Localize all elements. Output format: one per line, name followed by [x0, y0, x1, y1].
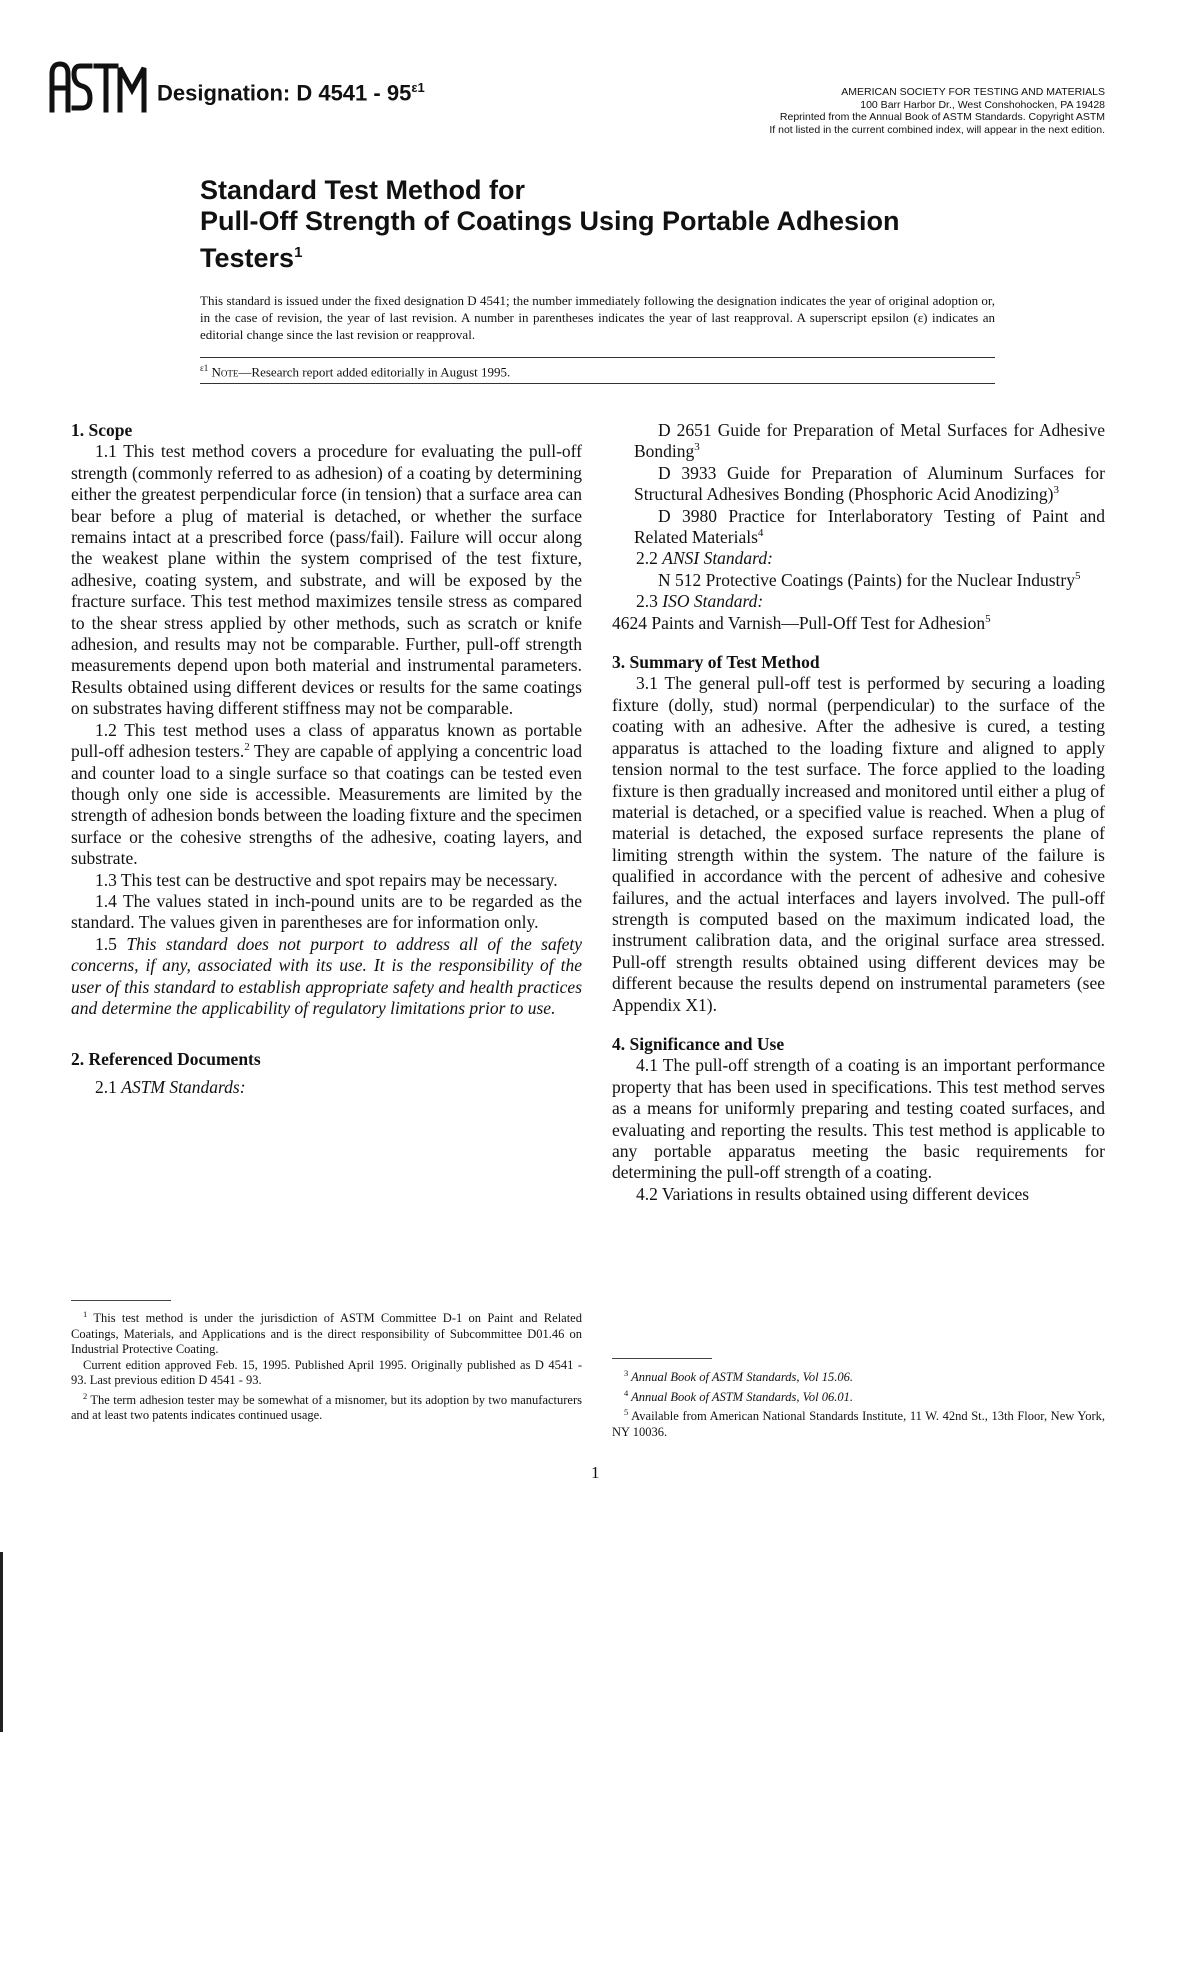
footnote-marker: 1: [83, 1309, 88, 1319]
footnote-text: The term adhesion tester may be somewhat of a misnomer, but its adoption by two manufacturers and at least two patents indicates continued usage.: [71, 1392, 582, 1423]
subheading-astm-standards: ASTM Standards:: [121, 1076, 246, 1097]
footnote-ref: 2: [244, 741, 250, 754]
paragraph-4-1: 4.1 The pull-off strength of a coating is an important performance property that has been used in specifications. This test method serves as a means for uniformly preparing and testing coated surfaces, and evaluating and reporting the results. This test method is applicable to any portable apparatus meeting the basic requirements for determining the pull-off strength of a coating.: [612, 1055, 1105, 1183]
footnotes-left: [71, 1307, 582, 1424]
reference-iso-4624: [612, 613, 1105, 634]
subheading-ansi-standard: ANSI Standard:: [662, 548, 773, 569]
subheading-iso-standard: ISO Standard:: [662, 591, 764, 612]
reference-d3933: [612, 463, 1105, 506]
reference-text: N 512 Protective Coatings (Paints) for the Nuclear Industry: [658, 569, 1075, 590]
publisher-line: AMERICAN SOCIETY FOR TESTING AND MATERIALS: [841, 86, 1105, 98]
paragraph-4-2: 4.2 Variations in results obtained using different devices: [636, 1183, 1030, 1204]
designation-epsilon: ε1: [411, 80, 425, 95]
paragraph-1-3: 1.3 This test can be destructive and spot repairs may be necessary.: [95, 869, 558, 890]
note-text: —Research report added editorially in August 1995.: [238, 364, 511, 380]
paragraph-number: 2.2: [636, 548, 663, 569]
footnote-text: Annual Book of ASTM Standards, Vol 15.06.: [628, 1370, 854, 1385]
publisher-line: 100 Barr Harbor Dr., West Conshohocken, PA 19428: [860, 98, 1105, 111]
paragraph-text: They are capable of applying a concentric load and counter load to a single surface so that coatings can be tested even though only one side is accessible. Measurements are limited by the strength of adhesion bonds between the loading fixture and the specimen surface or the cohesive strengths of the adhesive, coating layers, and substrate.: [71, 741, 582, 869]
paragraph-3-1: 3.1 The general pull-off test is performed by securing a loading fixture (dolly, stud) normal (perpendicular) to the surface of the coating with an adhesive. After the adhesive is cured, a testing apparatus is attached to the loading fixture and aligned to apply tension normal to the test surface. The force applied to the loading fixture is then gradually increased and monitored until either a plug of material is detached, or a specified value is reached. When a plug of material is detached, the exposed surface represents the plane of limiting strength within the system. The nature of the failure is qualified in accordance with the percent of adhesive and cohesive failures, and the actual interfaces and layers involved. The pull-off strength is computed based on the maximum indicated load, the instrument calibration data, and the original surface area stressed. Pull-off strength results obtained using different devices may be different because the results depend on instrumental parameters (see Appendix X1).: [612, 673, 1105, 1015]
title-line: Standard Test Method for: [200, 175, 526, 205]
reference-text: D 2651 Guide for Preparation of Metal Surfaces for Adhesive Bonding: [634, 420, 1105, 462]
paragraph-1-4: 1.4 The values stated in inch-pound units are to be regarded as the standard. The values given in parentheses are for information only.: [71, 890, 582, 933]
footnote-1: [71, 1307, 582, 1358]
designation: [157, 80, 425, 106]
designation-text: Designation: D 4541 - 95: [157, 80, 412, 106]
footnote-text: Annual Book of ASTM Standards, Vol 06.01.: [628, 1389, 854, 1404]
note-epsilon: ε1: [200, 363, 209, 373]
footnote-marker: 3: [624, 1368, 629, 1378]
footnote-ref: 5: [985, 612, 991, 625]
paragraph-1-2: [71, 720, 582, 870]
scan-margin-mark: [0, 1552, 3, 1732]
title-footnote-ref: 1: [294, 244, 303, 261]
footnote-divider: [612, 1358, 712, 1359]
footnote-ref: 5: [1075, 570, 1081, 583]
paragraph-2-1: [71, 1077, 582, 1098]
footnote-5: [612, 1405, 1105, 1440]
reference-text: D 3980 Practice for Interlaboratory Testing of Paint and Related Materials: [634, 505, 1105, 548]
footnote-divider: [71, 1300, 171, 1301]
paragraph-number: 1.5: [95, 933, 127, 954]
publisher-line: Reprinted from the Annual Book of ASTM Standards. Copyright ASTM: [779, 111, 1105, 123]
footnote-2: [71, 1389, 582, 1424]
paragraph-number: 2.1: [95, 1076, 122, 1097]
footnote-marker: 4: [624, 1387, 629, 1398]
footnote-ref: 3: [694, 441, 700, 454]
reference-n512: [612, 570, 1105, 591]
publisher-info: [769, 86, 1105, 136]
footnote-marker: 5: [624, 1407, 629, 1418]
title-line: Pull-Off Strength of Coatings Using Portable Adhesion: [200, 206, 900, 236]
footnote-3: [612, 1366, 1105, 1386]
footnotes-right: [612, 1366, 1105, 1440]
section-heading-scope: 1. Scope: [71, 420, 133, 440]
paragraph-number: 2.3: [636, 591, 663, 612]
footnote-1-continued: Current edition approved Feb. 15, 1995. Published April 1995. Originally published as D 4541 - 93. Last previous edition D 4541 - 93.: [71, 1357, 582, 1388]
footnote-marker: 2: [83, 1390, 88, 1401]
document-title: [200, 175, 900, 274]
left-column: [71, 420, 582, 1098]
paragraph-2-2: [612, 548, 1105, 569]
footnote-4: [612, 1386, 1105, 1406]
note-label: Note: [211, 364, 239, 380]
section-heading-summary: 3. Summary of Test Method: [612, 652, 820, 673]
footnote-ref: 4: [757, 527, 764, 540]
divider: [200, 383, 995, 384]
paragraph-text: 1.2 This test method uses a class of apparatus known as portable pull-off adhesion testers.: [71, 719, 582, 762]
publisher-line: If not listed in the current combined index, will appear in the next edition.: [769, 123, 1105, 136]
footnote-text: This test method is under the jurisdiction of ASTM Committee D-1 on Paint and Related Coatings, Materials, and Applications and is the direct responsibility of Subcommittee D01.46 on Industrial Protective Coating.: [71, 1311, 582, 1357]
paragraph-2-3: [612, 591, 1105, 612]
section-heading-significance: 4. Significance and Use: [612, 1033, 785, 1054]
footnote-text: Available from American National Standards Institute, 11 W. 42nd St., 13th Floor, New York, NY 10036.: [612, 1409, 1105, 1439]
reference-text: 4624 Paints and Varnish—Pull-Off Test for Adhesion: [612, 612, 986, 633]
editorial-note: [200, 363, 510, 380]
astm-logo: [46, 58, 150, 114]
issuance-statement: This standard is issued under the fixed designation D 4541; the number immediately following the designation indicates the year of original adoption or, in the case of revision, the year of last revision. A number in parentheses indicates the year of last reapproval. A superscript epsilon (ε) indicates an editorial change since the last revision or reapproval.: [200, 293, 995, 342]
reference-text: D 3933 Guide for Preparation of Aluminum Surfaces for Structural Adhesives Bonding (Phosphoric Acid Anodizing): [634, 462, 1105, 505]
reference-d3980: [612, 506, 1105, 549]
divider: [200, 357, 995, 358]
title-line-text: Testers: [200, 243, 295, 273]
right-column: [612, 420, 1105, 1205]
footnote-ref: 3: [1053, 484, 1059, 497]
paragraph-1-5: [71, 934, 582, 1020]
section-heading-referenced-documents: 2. Referenced Documents: [71, 1049, 261, 1070]
safety-statement: This standard does not purport to address all of the safety concerns, if any, associated with its use. It is the responsibility of the user of this standard to establish appropriate safety and health practices and determine the applicability of regulatory limitations prior to use.: [71, 933, 583, 1018]
paragraph-1-1: 1.1 This test method covers a procedure for evaluating the pull-off strength (commonly referred to as adhesion) of a coating by determining either the greatest perpendicular force (in tension) that a surface area can bear before a plug of material is detached, or whether the surface remains intact at a prescribed force (pass/fail). Failure will occur along the weakest plane within the system comprised of the test fixture, adhesive, coating system, and substrate, and will be exposed by the fracture surface. This test method maximizes tensile stress as compared to the shear stress applied by other methods, such as scratch or knife adhesion, and results may not be comparable. Further, pull-off strength measurements depend upon both material and instrumental parameters. Results obtained using different devices or results for the same coatings on substrates having different stiffness may not be comparable.: [71, 441, 582, 719]
reference-d2651: [612, 420, 1105, 463]
page-number: 1: [591, 1463, 600, 1482]
title-line: [200, 237, 900, 274]
